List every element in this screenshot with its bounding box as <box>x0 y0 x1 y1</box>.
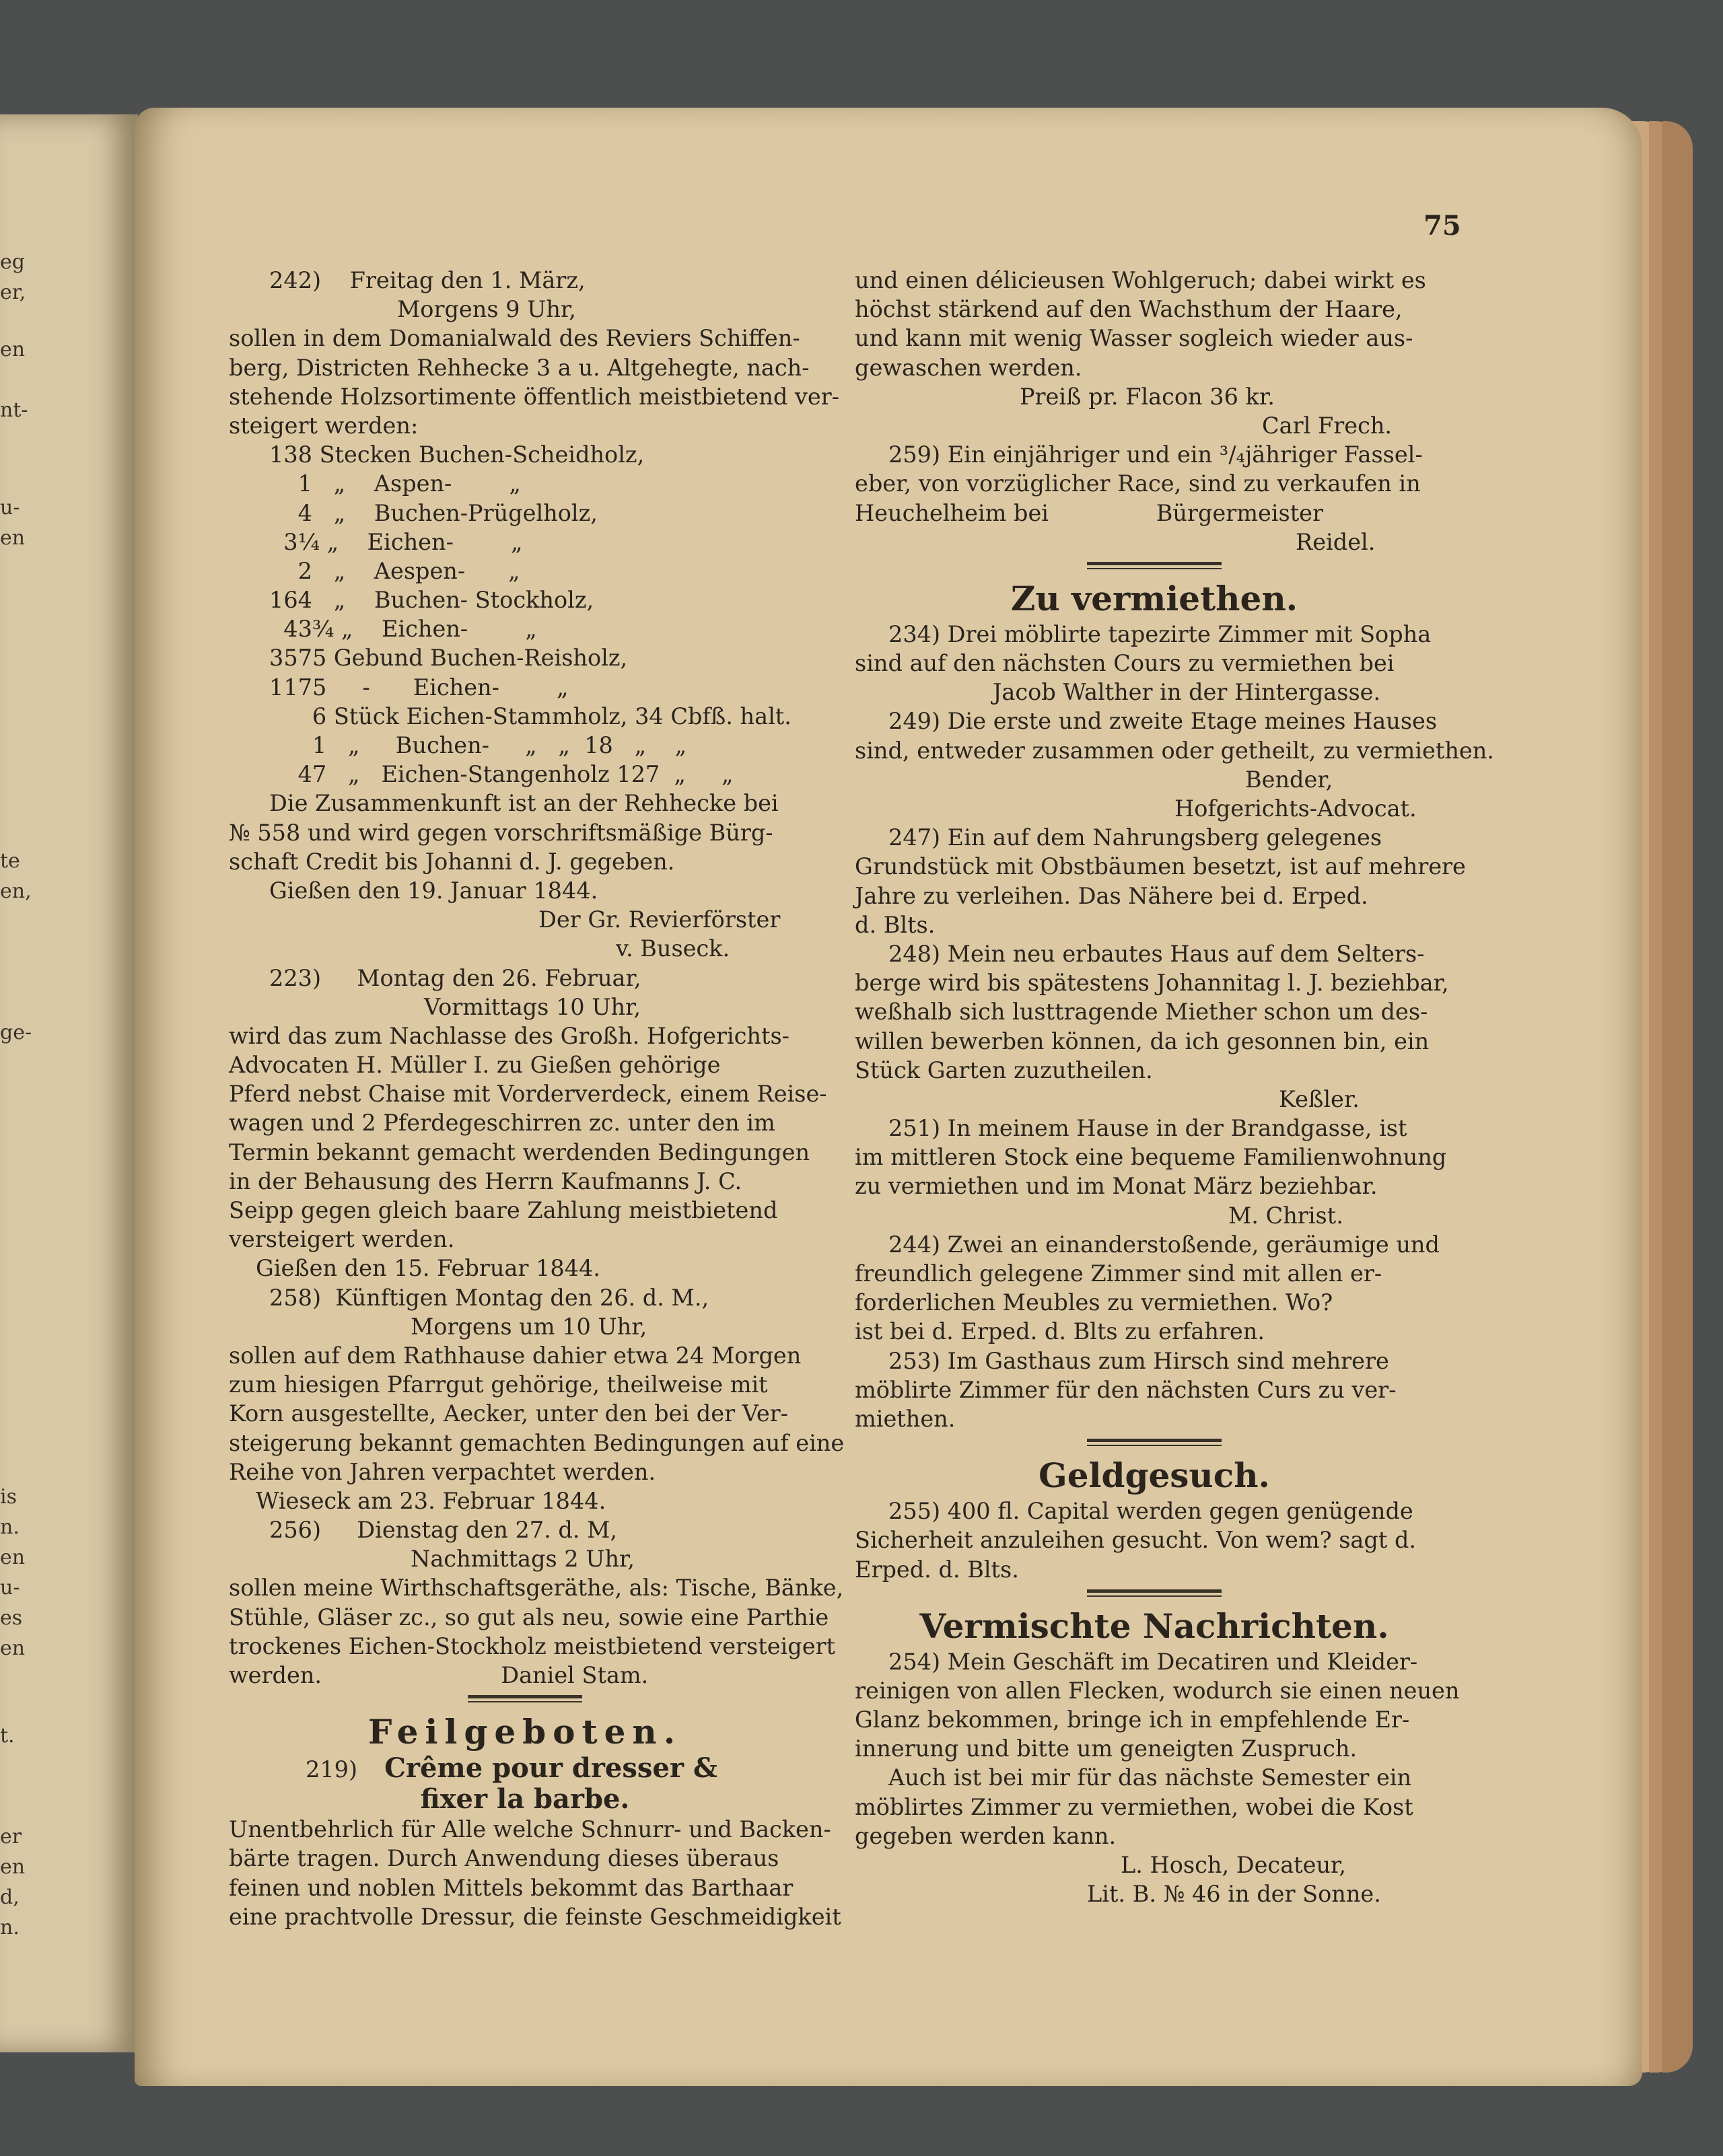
left-page-fragment: t. <box>0 1724 15 1748</box>
text-line: zum hiesigen Pfarrgut gehörige, theilweise mit <box>229 1371 768 1398</box>
text-line: Wieseck am 23. Februar 1844. <box>256 1487 606 1514</box>
text-line: Auch ist bei mir für das nächste Semester ein <box>888 1764 1412 1791</box>
text-line: trockenes Eichen-Stockholz meistbietend versteigert <box>229 1632 835 1659</box>
left-page-fragment: en <box>0 1637 26 1660</box>
text-line: im mittleren Stock eine bequeme Familienwohnung <box>855 1144 1447 1171</box>
text-line: 255) 400 fl. Capital werden gegen genügende <box>888 1498 1413 1525</box>
text-line: Preiß pr. Flacon 36 kr. <box>1020 383 1275 410</box>
text-line: gewaschen werden. <box>855 354 1082 381</box>
text-line: 253) Im Gasthaus zum Hirsch sind mehrere <box>888 1347 1389 1374</box>
text-line: weßhalb sich lusttragende Miether schon um des- <box>855 999 1428 1026</box>
text-line: eber, von vorzüglicher Race, sind zu verkaufen in <box>855 470 1421 497</box>
text-line: Grundstück mit Obstbäumen besetzt, ist auf mehrere <box>855 853 1466 880</box>
geldgesuch-ads <box>855 1497 1454 1584</box>
text-line: Morgens 9 Uhr, <box>397 296 576 323</box>
text-line: 254) Mein Geschäft im Decatiren und Kleider- <box>888 1648 1418 1675</box>
text-line: 138 Stecken Buchen-Scheidholz, <box>269 441 645 468</box>
right-column <box>855 266 1494 1908</box>
text-line: 256) Dienstag den 27. d. M, <box>269 1517 618 1544</box>
text-line: Gießen den 19. Januar 1844. <box>269 877 598 904</box>
text-line: Erped. d. Blts. <box>855 1556 1019 1583</box>
text-line: 251) In meinem Hause in der Brandgasse, ist <box>888 1115 1407 1142</box>
text-line: Reidel. <box>1296 528 1376 555</box>
text-line: wird das zum Nachlasse des Großh. Hofgerichts- <box>229 1022 789 1049</box>
text-line: innerung und bitte um geneigten Zuspruch. <box>855 1735 1358 1762</box>
left-page-fragment: en, <box>0 879 32 903</box>
heading-vermischte-nachrichten: Vermischte Nachrichten. <box>919 1606 1389 1646</box>
left-page-fragment: en <box>0 1855 26 1879</box>
text-line: Bender, <box>1245 766 1333 793</box>
text-line: 1 „ Aspen- „ <box>269 470 521 497</box>
left-column-lines <box>229 266 845 1690</box>
text-line: Carl Frech. <box>1262 412 1393 439</box>
creme-title-line-1 <box>229 1753 821 1784</box>
text-line: L. Hosch, Decateur, <box>1121 1852 1347 1878</box>
text-line: 43¾ „ Eichen- „ <box>269 616 537 643</box>
heading-zu-vermiethen: Zu vermiethen. <box>1010 578 1298 618</box>
text-line: wagen und 2 Pferdegeschirren zc. unter den im <box>229 1110 775 1137</box>
text-line: 3¼ „ Eichen- „ <box>269 528 523 555</box>
text-line: 259) Ein einjähriger und ein ³/₄jähriger Fassel- <box>888 441 1423 468</box>
left-page-fragment: is <box>0 1485 17 1509</box>
left-page-fragment: en <box>0 1546 26 1569</box>
left-page-fragment: en <box>0 526 26 550</box>
text-line: M. Christ. <box>1228 1202 1343 1229</box>
text-line: Morgens um 10 Uhr, <box>411 1313 647 1340</box>
text-line: Jacob Walther in der Hintergasse. <box>993 679 1381 706</box>
text-line: Vormittags 10 Uhr, <box>424 993 641 1020</box>
text-line: Heuchelheim bei Bürgermeister <box>855 499 1324 526</box>
left-page-fragment: u- <box>0 496 20 519</box>
section-rule <box>855 1433 1454 1455</box>
text-line: 242) Freitag den 1. März, <box>269 267 586 293</box>
text-line: Termin bekannt gemacht werdenden Bedingungen <box>229 1139 810 1165</box>
left-page-fragment: ge- <box>0 1021 32 1044</box>
text-line: schaft Credit bis Johanni d. J. gegeben. <box>229 848 675 875</box>
text-line: sollen in dem Domanialwald des Reviers Schiffen- <box>229 325 800 352</box>
left-page-fragment: es <box>0 1606 23 1630</box>
left-page-fragment: eg <box>0 250 25 274</box>
text-line: gegeben werden kann. <box>855 1822 1117 1849</box>
text-line: Sicherheit anzuleihen gesucht. Von wem? sagt d. <box>855 1527 1417 1554</box>
left-page-fragment: n. <box>0 1515 20 1539</box>
text-line: Gießen den 15. Februar 1844. <box>256 1255 600 1282</box>
heading-geldgesuch: Geldgesuch. <box>1039 1456 1270 1496</box>
section-rule <box>229 1690 821 1711</box>
text-line: 223) Montag den 26. Februar, <box>269 964 641 991</box>
text-line: und einen délicieusen Wohlgeruch; dabei wirkt es <box>855 267 1426 293</box>
text-line: Unentbehrlich für Alle welche Schnurr- und Backen- <box>229 1816 831 1843</box>
creme-title-1: Crême pour dresser & <box>384 1752 717 1785</box>
text-line: möblirte Zimmer für den nächsten Curs zu ver- <box>855 1376 1397 1403</box>
text-line: Nachmittags 2 Uhr, <box>411 1546 635 1573</box>
text-line: d. Blts. <box>855 911 936 938</box>
text-line: sollen meine Wirthschaftsgeräthe, als: Tische, Bänke, <box>229 1575 844 1602</box>
vermiethen-ads <box>855 620 1494 1433</box>
section-rule <box>855 1584 1454 1606</box>
text-line: 249) Die erste und zweite Etage meines Hauses <box>888 708 1438 735</box>
text-line: sind auf den nächsten Cours zu vermiethen bei <box>855 650 1395 677</box>
left-page-fragment: nt- <box>0 398 28 422</box>
left-page-fragment: u- <box>0 1576 20 1600</box>
text-line: miethen. <box>855 1405 956 1432</box>
text-line: sollen auf dem Rathhause dahier etwa 24 Morgen <box>229 1342 802 1369</box>
left-page-fragment: n. <box>0 1916 20 1939</box>
text-line: Pferd nebst Chaise mit Vorderverdeck, einem Reise- <box>229 1081 827 1108</box>
text-line: Advocaten H. Müller I. zu Gießen gehörige <box>229 1052 721 1079</box>
text-line: Seipp gegen gleich baare Zahlung meistbietend <box>229 1197 778 1223</box>
text-line: 258) Künftigen Montag den 26. d. M., <box>269 1284 709 1311</box>
text-line: Hofgerichts-Advocat. <box>1174 795 1417 822</box>
heading-feilgeboten: Feilgeboten. <box>367 1712 682 1752</box>
text-line: Lit. B. № 46 in der Sonne. <box>1087 1881 1381 1908</box>
text-line: berge wird bis spätestens Johannitag l. J. beziehbar, <box>855 970 1449 997</box>
text-line: ist bei d. Erped. d. Blts zu erfahren. <box>855 1318 1265 1345</box>
section-rule <box>855 556 1454 578</box>
text-line: bärte tragen. Durch Anwendung dieses überaus <box>229 1845 779 1872</box>
text-line: Keßler. <box>1279 1085 1360 1112</box>
left-page-fragment: te <box>0 849 20 873</box>
text-line: 2 „ Aespen- „ <box>269 557 520 584</box>
text-line: versteigert werden. <box>229 1226 455 1253</box>
text-line: 164 „ Buchen- Stockholz, <box>269 587 594 614</box>
text-line: eine prachtvolle Dressur, die feinste Geschmeidigkeit <box>229 1903 841 1930</box>
vermischte-ads <box>855 1647 1460 1909</box>
left-page-fragment: er, <box>0 281 26 304</box>
text-line: freundlich gelegene Zimmer sind mit allen er- <box>855 1260 1382 1287</box>
text-line: 1175 - Eichen- „ <box>269 674 569 700</box>
text-line: 234) Drei möblirte tapezirte Zimmer mit Sopha <box>888 620 1432 647</box>
text-line: werden. Daniel Stam. <box>229 1662 649 1688</box>
text-line: stehende Holzsortimente öffentlich meistbietend ver- <box>229 383 840 410</box>
text-line: 6 Stück Eichen-Stammholz, 34 Cbfß. halt. <box>269 703 792 729</box>
text-line: 244) Zwei an einanderstoßende, geräumige und <box>888 1231 1440 1258</box>
text-line: 247) Ein auf dem Nahrungsberg gelegenes <box>888 824 1382 851</box>
text-line: Korn ausgestellte, Aecker, unter den bei der Ver- <box>229 1400 789 1427</box>
text-line: 3575 Gebund Buchen-Reisholz, <box>269 645 628 672</box>
text-line: willen bewerben können, da ich gesonnen bin, ein <box>855 1028 1430 1054</box>
text-line: 248) Mein neu erbautes Haus auf dem Selters- <box>888 940 1425 967</box>
text-line: 47 „ Eichen-Stangenholz 127 „ „ <box>269 761 734 788</box>
page-edge-3 <box>1662 121 1693 2073</box>
left-page-fragment: er <box>0 1825 22 1848</box>
text-line: Die Zusammenkunft ist an der Rehhecke bei <box>269 790 779 817</box>
creme-number: 219) <box>306 1756 358 1783</box>
text-line: steigerung bekannt gemachten Bedingungen auf eine <box>229 1429 845 1456</box>
creme-title-2: fixer la barbe. <box>420 1783 630 1816</box>
text-line: in der Behausung des Herrn Kaufmanns J. C. <box>229 1167 742 1194</box>
text-line: möblirtes Zimmer zu vermiethen, wobei die Kost <box>855 1793 1413 1820</box>
left-page-fragment: en <box>0 338 26 361</box>
text-line: und kann mit wenig Wasser sogleich wieder aus- <box>855 325 1413 352</box>
page-number: 75 <box>1423 210 1461 242</box>
text-line: höchst stärkend auf den Wachsthum der Haare, <box>855 296 1403 323</box>
text-line: forderlichen Meubles zu vermiethen. Wo? <box>855 1289 1333 1316</box>
text-line: berg, Districten Rehhecke 3 a u. Altgehegte, nach- <box>229 354 810 381</box>
text-line: № 558 und wird gegen vorschriftsmäßige Bürg- <box>229 819 773 846</box>
text-line: 1 „ Buchen- „ „ 18 „ „ <box>269 732 687 758</box>
text-line: reinigen von allen Flecken, wodurch sie einen neuen <box>855 1677 1460 1704</box>
left-column <box>229 266 845 1931</box>
text-line: v. Buseck. <box>616 935 730 962</box>
right-column-top <box>855 266 1454 556</box>
text-line: Stück Garten zuzutheilen. <box>855 1056 1153 1083</box>
creme-text <box>229 1815 841 1931</box>
text-line: Reihe von Jahren verpachtet werden. <box>229 1458 656 1485</box>
text-line: Der Gr. Revierförster <box>538 906 781 933</box>
left-page-edge <box>0 114 138 2052</box>
text-line: feinen und noblen Mittels bekommt das Barthaar <box>229 1874 794 1901</box>
left-page-fragment: d, <box>0 1885 20 1909</box>
text-line: Stühle, Gläser zc., so gut als neu, sowie eine Parthie <box>229 1604 829 1630</box>
text-line: zu vermiethen und im Monat März beziehbar. <box>855 1173 1378 1200</box>
text-line: steigert werden: <box>229 412 419 439</box>
text-line: sind, entweder zusammen oder getheilt, zu vermiethen. <box>855 737 1494 764</box>
text-line: Jahre zu verleihen. Das Nähere bei d. Erped. <box>855 882 1368 909</box>
text-line: Glanz bekommen, bringe ich in empfehlende Er- <box>855 1706 1410 1733</box>
text-line: 4 „ Buchen-Prügelholz, <box>269 499 598 526</box>
